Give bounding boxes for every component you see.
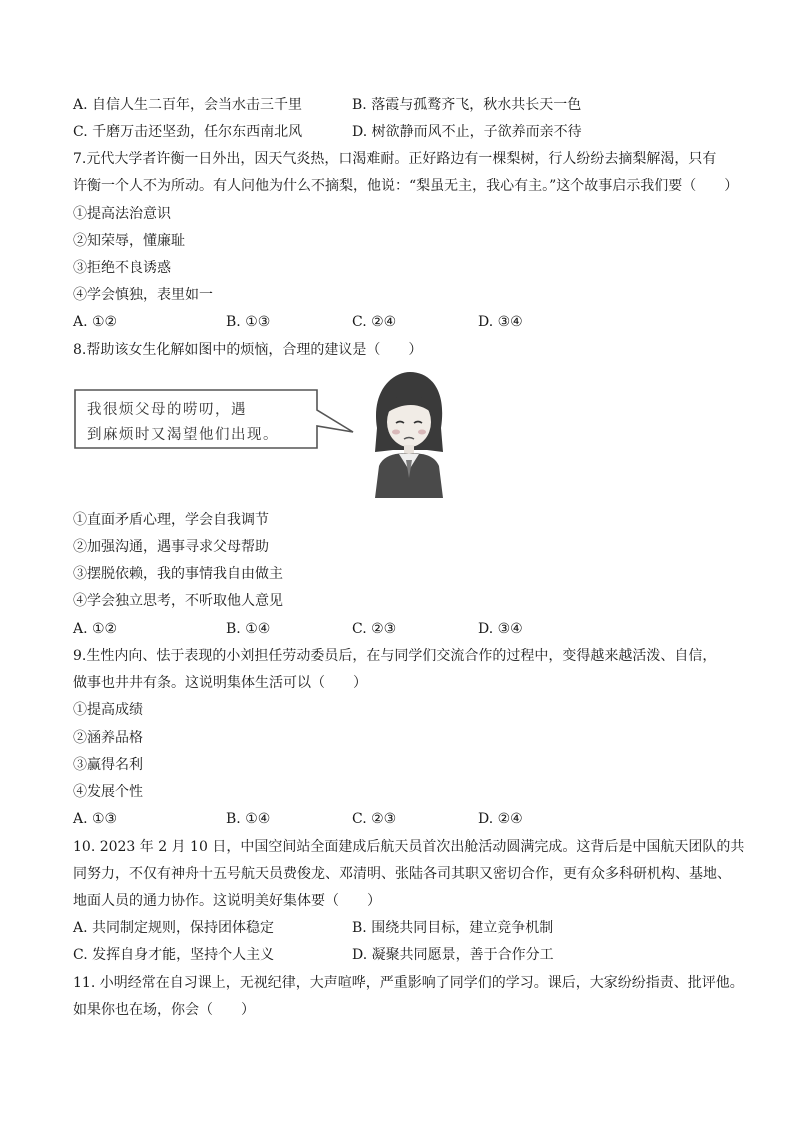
speech-bubble-text <box>87 398 337 448</box>
q8-item-2: ②加强沟通，遇事寻求父母帮助 <box>73 539 269 555</box>
q7-stem-line2: 许衡一个人不为所动。有人问他为什么不摘梨，他说：“梨虽无主，我心有主。”这个故事启示我们要（ ） <box>73 178 739 194</box>
bubble-line-1: 我很烦父母的唠叨，遇 <box>87 402 247 418</box>
q8-option-c: C. ②③ <box>352 621 397 637</box>
q11-stem-line2: 如果你也在场，你会（ ） <box>73 1002 255 1018</box>
q6-option-c: C. 千磨万击还坚劲，任尔东西南北风 <box>73 124 303 140</box>
q9-option-d: D. ②④ <box>478 811 523 827</box>
q6-option-a: A. 自信人生二百年，会当水击三千里 <box>73 97 303 113</box>
q9-option-a: A. ①③ <box>73 811 118 827</box>
q7-item-4: ④学会慎独，表里如一 <box>73 287 213 303</box>
q10-stem-line2: 同努力，不仅有神舟十五号航天员费俊龙、邓清明、张陆各司其职又密切合作，更有众多科研机构、基地、 <box>73 866 731 882</box>
q11-stem-line1: 11. 小明经常在自习课上，无视纪律，大声喧哗，严重影响了同学们的学习。课后，大家纷纷指责、批评他。 <box>73 975 744 991</box>
q9-item-3: ③赢得名利 <box>73 757 143 773</box>
q8-stem: 8.帮助该女生化解如图中的烦恼，合理的建议是（ ） <box>73 342 423 358</box>
q10-option-d: D. 凝聚共同愿景，善于合作分工 <box>352 947 554 963</box>
q7-stem-line1: 7.元代大学者许衡一日外出，因天气炎热，口渴难耐。正好路边有一棵梨树，行人纷纷去摘梨解渴，只有 <box>73 151 717 167</box>
q8-illustration <box>73 370 453 502</box>
q7-option-a: A. ①② <box>73 314 118 330</box>
q7-item-2: ②知荣辱，懂廉耻 <box>73 233 185 249</box>
girl-figure <box>363 370 453 498</box>
q10-option-c: C. 发挥自身才能，坚持个人主义 <box>73 947 275 963</box>
q10-option-a: A. 共同制定规则，保持团体稳定 <box>73 920 275 936</box>
q9-option-c: C. ②③ <box>352 811 397 827</box>
q9-item-2: ②涵养品格 <box>73 730 143 746</box>
q8-option-a: A. ①② <box>73 621 118 637</box>
q8-item-1: ①直面矛盾心理，学会自我调节 <box>73 512 269 528</box>
q8-item-4: ④学会独立思考，不听取他人意见 <box>73 593 283 609</box>
q9-stem-line2: 做事也井井有条。这说明集体生活可以（ ） <box>73 675 367 691</box>
q9-item-1: ①提高成绩 <box>73 702 143 718</box>
q7-item-1: ①提高法治意识 <box>73 206 171 222</box>
q10-option-b: B. 围绕共同目标，建立竞争机制 <box>352 920 554 936</box>
q10-stem-line1: 10. 2023 年 2 月 10 日，中国空间站全面建成后航天员首次出舱活动圆满完成。这背后是中国航天团队的共 <box>73 839 745 855</box>
q8-item-3: ③摆脱依赖，我的事情我自由做主 <box>73 566 283 582</box>
q7-option-c: C. ②④ <box>352 314 397 330</box>
q9-stem-line1: 9.生性内向、怯于表现的小刘担任劳动委员后，在与同学们交流合作的过程中，变得越来越活泼、自信， <box>73 648 717 664</box>
q7-item-3: ③拒绝不良诱惑 <box>73 260 171 276</box>
q9-item-4: ④发展个性 <box>73 784 143 800</box>
q7-option-d: D. ③④ <box>478 314 523 330</box>
q10-stem-line3: 地面人员的通力协作。这说明美好集体要（ ） <box>73 893 381 909</box>
q8-option-d: D. ③④ <box>478 621 523 637</box>
q8-option-b: B. ①④ <box>226 621 271 637</box>
q9-option-b: B. ①④ <box>226 811 271 827</box>
q6-option-d: D. 树欲静而风不止，子欲养而亲不待 <box>352 124 582 140</box>
q7-option-b: B. ①③ <box>226 314 271 330</box>
bubble-line-2: 到麻烦时又渴望他们出现。 <box>87 427 279 443</box>
q6-option-b: B. 落霞与孤鹜齐飞，秋水共长天一色 <box>352 97 582 113</box>
